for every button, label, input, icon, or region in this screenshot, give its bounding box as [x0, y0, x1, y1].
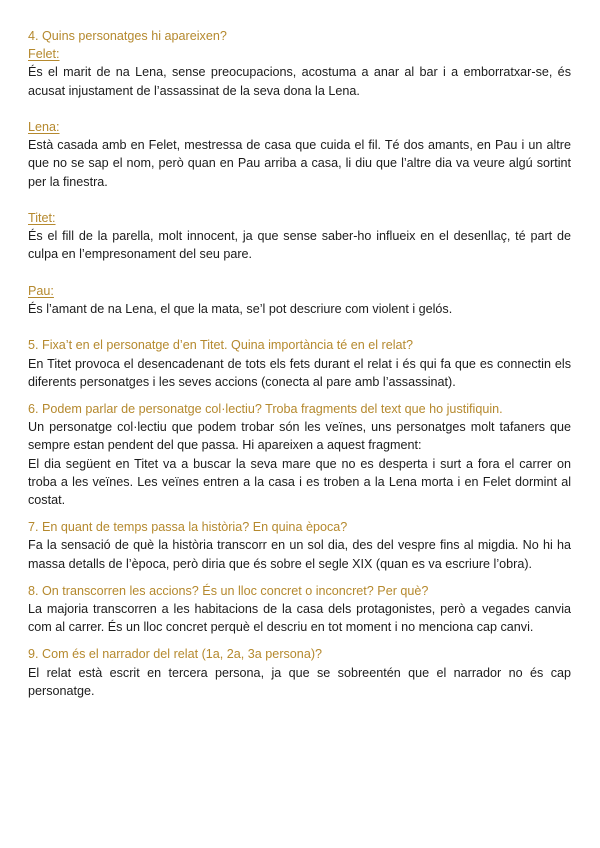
spacer — [28, 191, 571, 209]
spacer — [28, 636, 571, 645]
character-name-titet: Titet: — [28, 211, 56, 225]
answer-9: El relat està escrit en tercera persona, ja que se sobreentén que el narrador no és cap personatge. — [28, 665, 571, 698]
character-name-felet: Felet: — [28, 47, 60, 62]
answer-6-fragment: El dia següent en Titet va a buscar la seva mare que no es desperta i surt a fora el carrer on troba a les veïnes. Les veïnes entren a la casa i es troben a la Lena morta i en Felet dormint al costat. — [28, 456, 571, 508]
character-description-titet: És el fill de la parella, molt innocent, ja que sense saber-ho influeix en el desenllaç, té part de culpa en l’empresonament del seu pare. — [28, 229, 571, 262]
spacer — [28, 573, 571, 582]
answer-7: Fa la sensació de què la història transcorr en un sol dia, des del vespre fins al migdia. No hi ha massa detalls de l’època, però diria que és sobre el segle XIX (quan es va escriure l’obra). — [28, 538, 571, 571]
character-description-felet: És el marit de na Lena, sense preocupacions, acostuma a anar al bar i a emborratxar-se, és acusat injustament de l’assassinat de la seva dona la Lena. — [28, 65, 571, 98]
question-9: 9. Com és el narrador del relat (1a, 2a, 3a persona)? — [28, 647, 323, 662]
spacer — [28, 509, 571, 518]
question-6: 6. Podem parlar de personatge col·lectiu? Troba fragments del text que ho justifiquin. — [28, 402, 503, 416]
character-name-pau: Pau: — [28, 283, 54, 298]
answer-8: La majoria transcorren a les habitacions de la casa dels protagonistes, però a vegades canvia com al carrer. És un lloc concret perquè el descriu en tot moment i no menciona cap canvi. — [28, 602, 571, 635]
question-7: 7. En quant de temps passa la història? En quina època? — [28, 520, 348, 535]
character-description-lena: Està casada amb en Felet, mestressa de casa que cuida el fil. Té dos amants, en Pau i un altre que no se sap el nom, però quan en Pau arriba a casa, li diu que l’altre dia va veure algú sortint per la finestra. — [28, 138, 571, 189]
spacer — [28, 100, 571, 118]
spacer — [28, 391, 571, 400]
spacer — [28, 318, 571, 336]
question-5: 5. Fixa’t en el personatge d’en Titet. Quina importància té en el relat? — [28, 338, 414, 353]
question-8: 8. On transcorren les accions? És un lloc concret o inconcret? Per què? — [28, 583, 429, 598]
question-4: 4. Quins personatges hi apareixen? — [28, 29, 227, 43]
document-page — [28, 27, 571, 700]
answer-6-intro: Un personatge col·lectiu que podem trobar són les veïnes, uns personatges molt tafaners que sempre estan pendent del que passa. Hi apareixen a aquest fragment: — [28, 420, 571, 453]
character-name-lena: Lena: — [28, 120, 60, 134]
spacer — [28, 264, 571, 282]
answer-5: En Titet provoca el desencadenant de tots els fets durant el relat i és qui fa que es connectin els diferents personatges i les seves accions (conecta al pare amb l’assassinat). — [28, 356, 571, 389]
character-description-pau: És l’amant de na Lena, el que la mata, se’l pot descriure com violent i gelós. — [28, 302, 453, 316]
